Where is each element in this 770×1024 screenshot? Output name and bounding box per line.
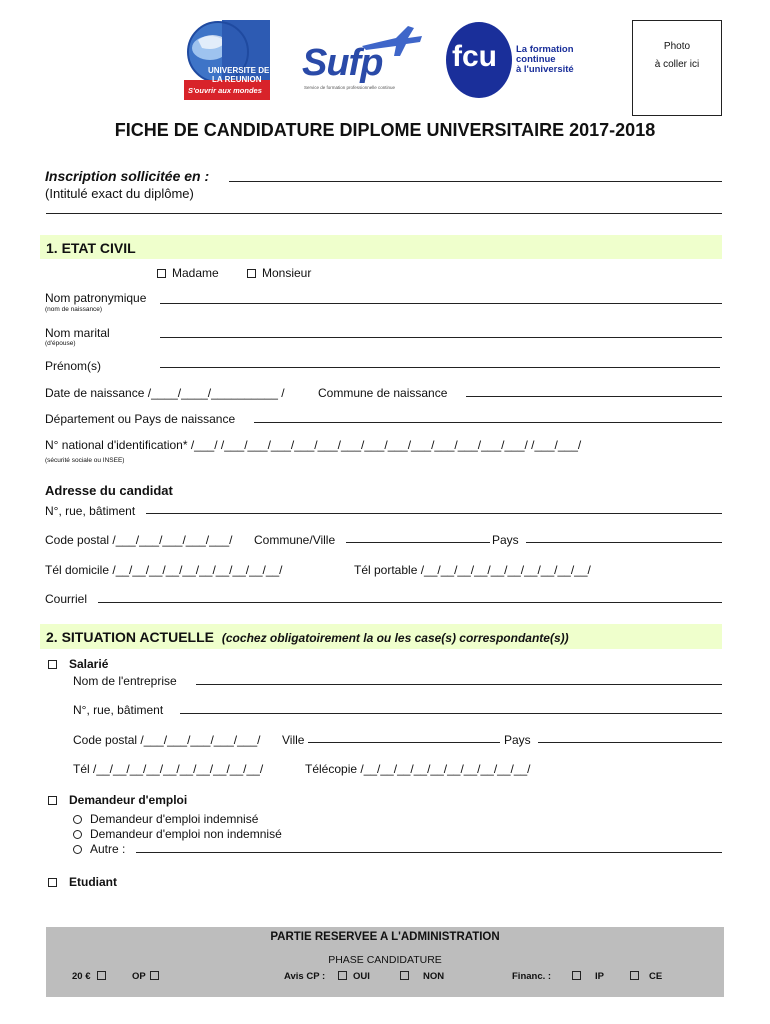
option-monsieur[interactable]: [247, 266, 311, 280]
entreprise-code-postal-field[interactable]: Code postal /___/___/___/___/___/: [73, 733, 261, 747]
entreprise-pays-label: Pays: [504, 733, 531, 747]
admin-oui-checkbox[interactable]: [338, 971, 347, 980]
admin-non: [400, 971, 444, 982]
commune-naissance-label: Commune de naissance: [318, 386, 448, 400]
admin-ip: [572, 971, 604, 982]
inscription-field[interactable]: [229, 181, 722, 182]
monsieur-label: Monsieur: [262, 266, 312, 280]
logo-sufp-tagline: Service de formation professionnelle continue: [304, 85, 396, 90]
option-salarie[interactable]: [48, 657, 108, 671]
logo-sufp: [300, 24, 424, 94]
admin-oui-label: OUI: [353, 971, 370, 982]
commune-naissance-field[interactable]: [466, 396, 722, 397]
demandeur-non-indemnise-label: Demandeur d'emploi non indemnisé: [90, 827, 282, 841]
salarie-label: Salarié: [69, 657, 109, 671]
section-etat-civil: [40, 235, 722, 259]
nom-naissance-note: (nom de naissance): [45, 306, 103, 313]
logo-universite-tagline: S'ouvrir aux mondes: [188, 86, 262, 95]
demandeur-non-indemnise-radio[interactable]: [73, 830, 82, 839]
admin-non-label: NON: [423, 971, 445, 982]
entreprise-rue-field[interactable]: [180, 713, 722, 714]
admin-avis: Avis CP :: [284, 971, 326, 982]
admin-price-checkbox[interactable]: [97, 971, 106, 980]
admin-price: [72, 971, 112, 982]
admin-ce-checkbox[interactable]: [630, 971, 639, 980]
inscription-label: Inscription sollicitée en :: [45, 168, 210, 184]
madame-checkbox[interactable]: [157, 269, 166, 278]
secu-note: (sécurité sociale ou INSEE): [45, 457, 125, 464]
option-demandeur-non-indemnise[interactable]: [73, 827, 282, 841]
logo-fcu: [446, 22, 586, 98]
nom-patronymique-label: Nom patronymique: [45, 291, 147, 305]
photo-label: Photo: [663, 41, 691, 52]
autre-radio[interactable]: [73, 845, 82, 854]
courriel-label: Courriel: [45, 592, 88, 606]
nom-entreprise-label: Nom de l'entreprise: [73, 674, 177, 688]
etudiant-checkbox[interactable]: [48, 878, 57, 887]
logo-fcu-text: fcu: [452, 40, 497, 73]
situation-heading-note: (cochez obligatoirement la ou les case(s) correspondante(s)): [221, 631, 569, 645]
autre-field[interactable]: [136, 852, 722, 853]
entreprise-pays-field[interactable]: [538, 742, 722, 743]
autre-label: Autre :: [90, 842, 126, 856]
admin-financ: Financ. :: [512, 971, 552, 982]
option-demandeur[interactable]: [48, 793, 187, 807]
prenom-field[interactable]: [160, 367, 720, 368]
entreprise-ville-label: Ville: [282, 733, 305, 747]
etudiant-label: Etudiant: [69, 875, 117, 889]
entreprise-telecopie-field[interactable]: Télécopie /__/__/__/__/__/__/__/__/__/__/: [305, 762, 531, 776]
adresse-heading: Adresse du candidat: [45, 483, 173, 498]
section-situation-title: [46, 629, 569, 645]
nom-marital-field[interactable]: [160, 337, 722, 338]
admin-price-label: 20 €: [72, 971, 91, 982]
entreprise-tel-field[interactable]: Tél /__/__/__/__/__/__/__/__/__/__/: [73, 762, 264, 776]
page-title: FICHE DE CANDIDATURE DIPLOME UNIVERSITAIRE 2017-2018: [114, 120, 656, 140]
demandeur-indemnise-label: Demandeur d'emploi indemnisé: [90, 812, 259, 826]
admin-ip-checkbox[interactable]: [572, 971, 581, 980]
admin-ce: [630, 971, 662, 982]
option-etudiant[interactable]: [48, 875, 117, 889]
tel-portable-field[interactable]: Tél portable /__/__/__/__/__/__/__/__/__/__/: [354, 563, 591, 577]
entreprise-rue-label: N°, rue, bâtiment: [73, 703, 164, 717]
entreprise-ville-field[interactable]: [308, 742, 500, 743]
tel-domicile-field[interactable]: Tél domicile /__/__/__/__/__/__/__/__/__/__/: [45, 563, 283, 577]
inscription-field-2[interactable]: [46, 213, 722, 214]
option-demandeur-indemnise[interactable]: [73, 812, 258, 826]
nom-entreprise-field[interactable]: [196, 684, 722, 685]
prenom-label: Prénom(s): [45, 359, 102, 373]
courriel-field[interactable]: [98, 602, 722, 603]
logo-universite: [178, 18, 272, 102]
admin-section: [46, 927, 724, 997]
admin-non-checkbox[interactable]: [400, 971, 409, 980]
photo-box[interactable]: [632, 20, 722, 116]
date-naissance-field[interactable]: Date de naissance /____/____/__________ /: [45, 386, 285, 400]
logo-fcu-line2: continue: [516, 54, 556, 65]
admin-oui: [338, 971, 370, 982]
numero-national-field[interactable]: N° national d'identification* /___/ /___/___/___/___/___/___/___/___/___/___/___/___/___/ /___/___/: [45, 438, 582, 452]
admin-op-checkbox[interactable]: [150, 971, 159, 980]
adresse-pays-field[interactable]: [526, 542, 722, 543]
nom-patronymique-field[interactable]: [160, 303, 722, 304]
admin-op: [132, 971, 165, 982]
departement-label: Département ou Pays de naissance: [45, 412, 236, 426]
nom-marital-label: Nom marital: [45, 326, 110, 340]
salarie-checkbox[interactable]: [48, 660, 57, 669]
demandeur-checkbox[interactable]: [48, 796, 57, 805]
section-etat-civil-title: 1. ETAT CIVIL: [46, 240, 136, 256]
adresse-commune-field[interactable]: [346, 542, 490, 543]
logo-fcu-line1: La formation: [516, 44, 574, 55]
option-madame[interactable]: [157, 266, 219, 280]
photo-sublabel: à coller ici: [654, 59, 700, 70]
departement-field[interactable]: [254, 422, 722, 423]
admin-ce-label: CE: [649, 971, 663, 982]
monsieur-checkbox[interactable]: [247, 269, 256, 278]
madame-label: Madame: [172, 266, 219, 280]
adresse-pays-label: Pays: [492, 533, 519, 547]
adresse-code-postal-field[interactable]: Code postal /___/___/___/___/___/: [45, 533, 233, 547]
option-autre[interactable]: [73, 842, 125, 856]
adresse-rue-field[interactable]: [146, 513, 722, 514]
adresse-commune-label: Commune/Ville: [254, 533, 336, 547]
logo-sufp-text: Sufp: [302, 42, 383, 84]
admin-op-label: OP: [132, 971, 146, 982]
admin-phase: PHASE CANDIDATURE: [328, 954, 442, 966]
logo-universite-line2: LA REUNION: [212, 75, 262, 84]
admin-title: PARTIE RESERVEE A L'ADMINISTRATION: [270, 931, 500, 943]
logo-fcu-line3: à l'université: [516, 64, 574, 75]
demandeur-indemnise-radio[interactable]: [73, 815, 82, 824]
epouse-note: (d'épouse): [45, 340, 76, 347]
situation-heading: 2. SITUATION ACTUELLE: [46, 629, 214, 645]
adresse-rue-label: N°, rue, bâtiment: [45, 504, 136, 518]
section-situation: [40, 624, 722, 649]
admin-ip-label: IP: [595, 971, 604, 982]
demandeur-label: Demandeur d'emploi: [69, 793, 188, 807]
logo-universite-line1: UNIVERSITE DE: [208, 66, 270, 75]
inscription-sublabel: (Intitulé exact du diplôme): [45, 186, 194, 201]
